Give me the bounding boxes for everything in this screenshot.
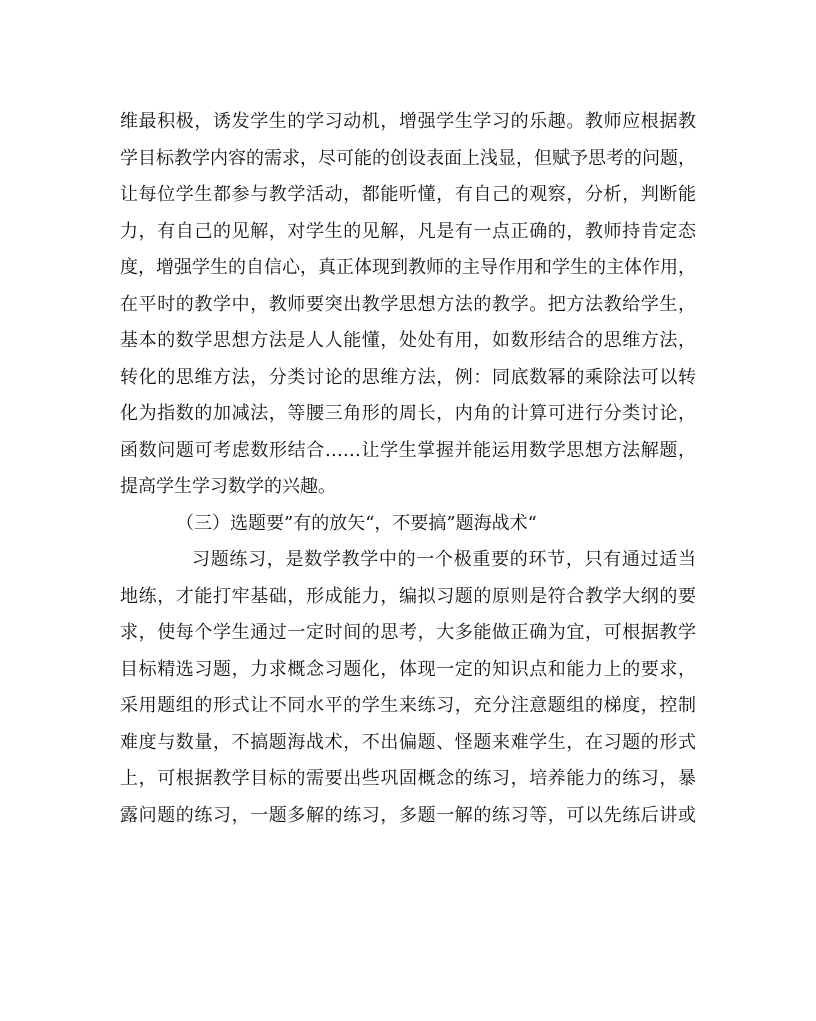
text-line: 度，增强学生的自信心，真正体现到教师的主导作用和学生的主体作用， [120,257,696,278]
text-line: 函数问题可考虑数形结合……让学生掌握并能运用数学思想方法解题， [120,439,696,461]
text-line: 力，有自己的见解，对学生的见解，凡是有一点正确的，教师持肯定态 [120,220,696,242]
text-line: 维最积极，诱发学生的学习动机，增强学生学习的乐趣。教师应根据教 [120,111,696,132]
paragraph-2 [120,542,696,834]
section-heading: （三）选题要”有的放矢“，不要搞”题海战术“ [176,512,537,534]
text-line: 学目标教学内容的需求，尽可能的创设表面上浅显，但赋予思考的问题， [120,147,696,169]
text-line: 难度与数量，不搞题海战术，不出偏题、怪题来难学生，在习题的形式 [120,731,696,753]
text-line: 习题练习，是数学教学中的一个极重要的环节，只有通过适当 [192,549,696,570]
text-line: 求，使每个学生通过一定时间的思考，大多能做正确为宜，可根据教学 [120,622,696,643]
text-line: 让每位学生都参与教学活动，都能听懂，有自己的观察，分析，判断能 [120,184,696,205]
text-line: 上，可根据教学目标的需要出些巩固概念的练习，培养能力的练习，暴 [120,768,696,789]
text-line: 化为指数的加减法，等腰三角形的周长，内角的计算可进行分类讨论， [120,403,696,424]
text-line: 基本的数学思想方法是人人能懂，处处有用，如数形结合的思维方法， [120,330,696,351]
text-line: 在平时的教学中，教师要突出教学思想方法的教学。把方法教给学生， [120,293,696,315]
text-line: 地练，才能打牢基础，形成能力，编拟习题的原则是符合教学大纲的要 [120,585,696,607]
document-body [120,104,696,834]
text-line: 目标精选习题，力求概念习题化，体现一定的知识点和能力上的要求， [120,658,696,680]
text-line: 提高学生学习数学的兴趣。 [120,476,336,497]
text-line: 转化的思维方法，分类讨论的思维方法，例：同底数幂的乘除法可以转 [120,366,696,388]
text-line: 采用题组的形式让不同水平的学生来练习，充分注意题组的梯度，控制 [120,695,696,716]
paragraph-1 [120,104,696,506]
text-line: 露问题的练习，一题多解的练习，多题一解的练习等，可以先练后讲或 [120,804,696,826]
